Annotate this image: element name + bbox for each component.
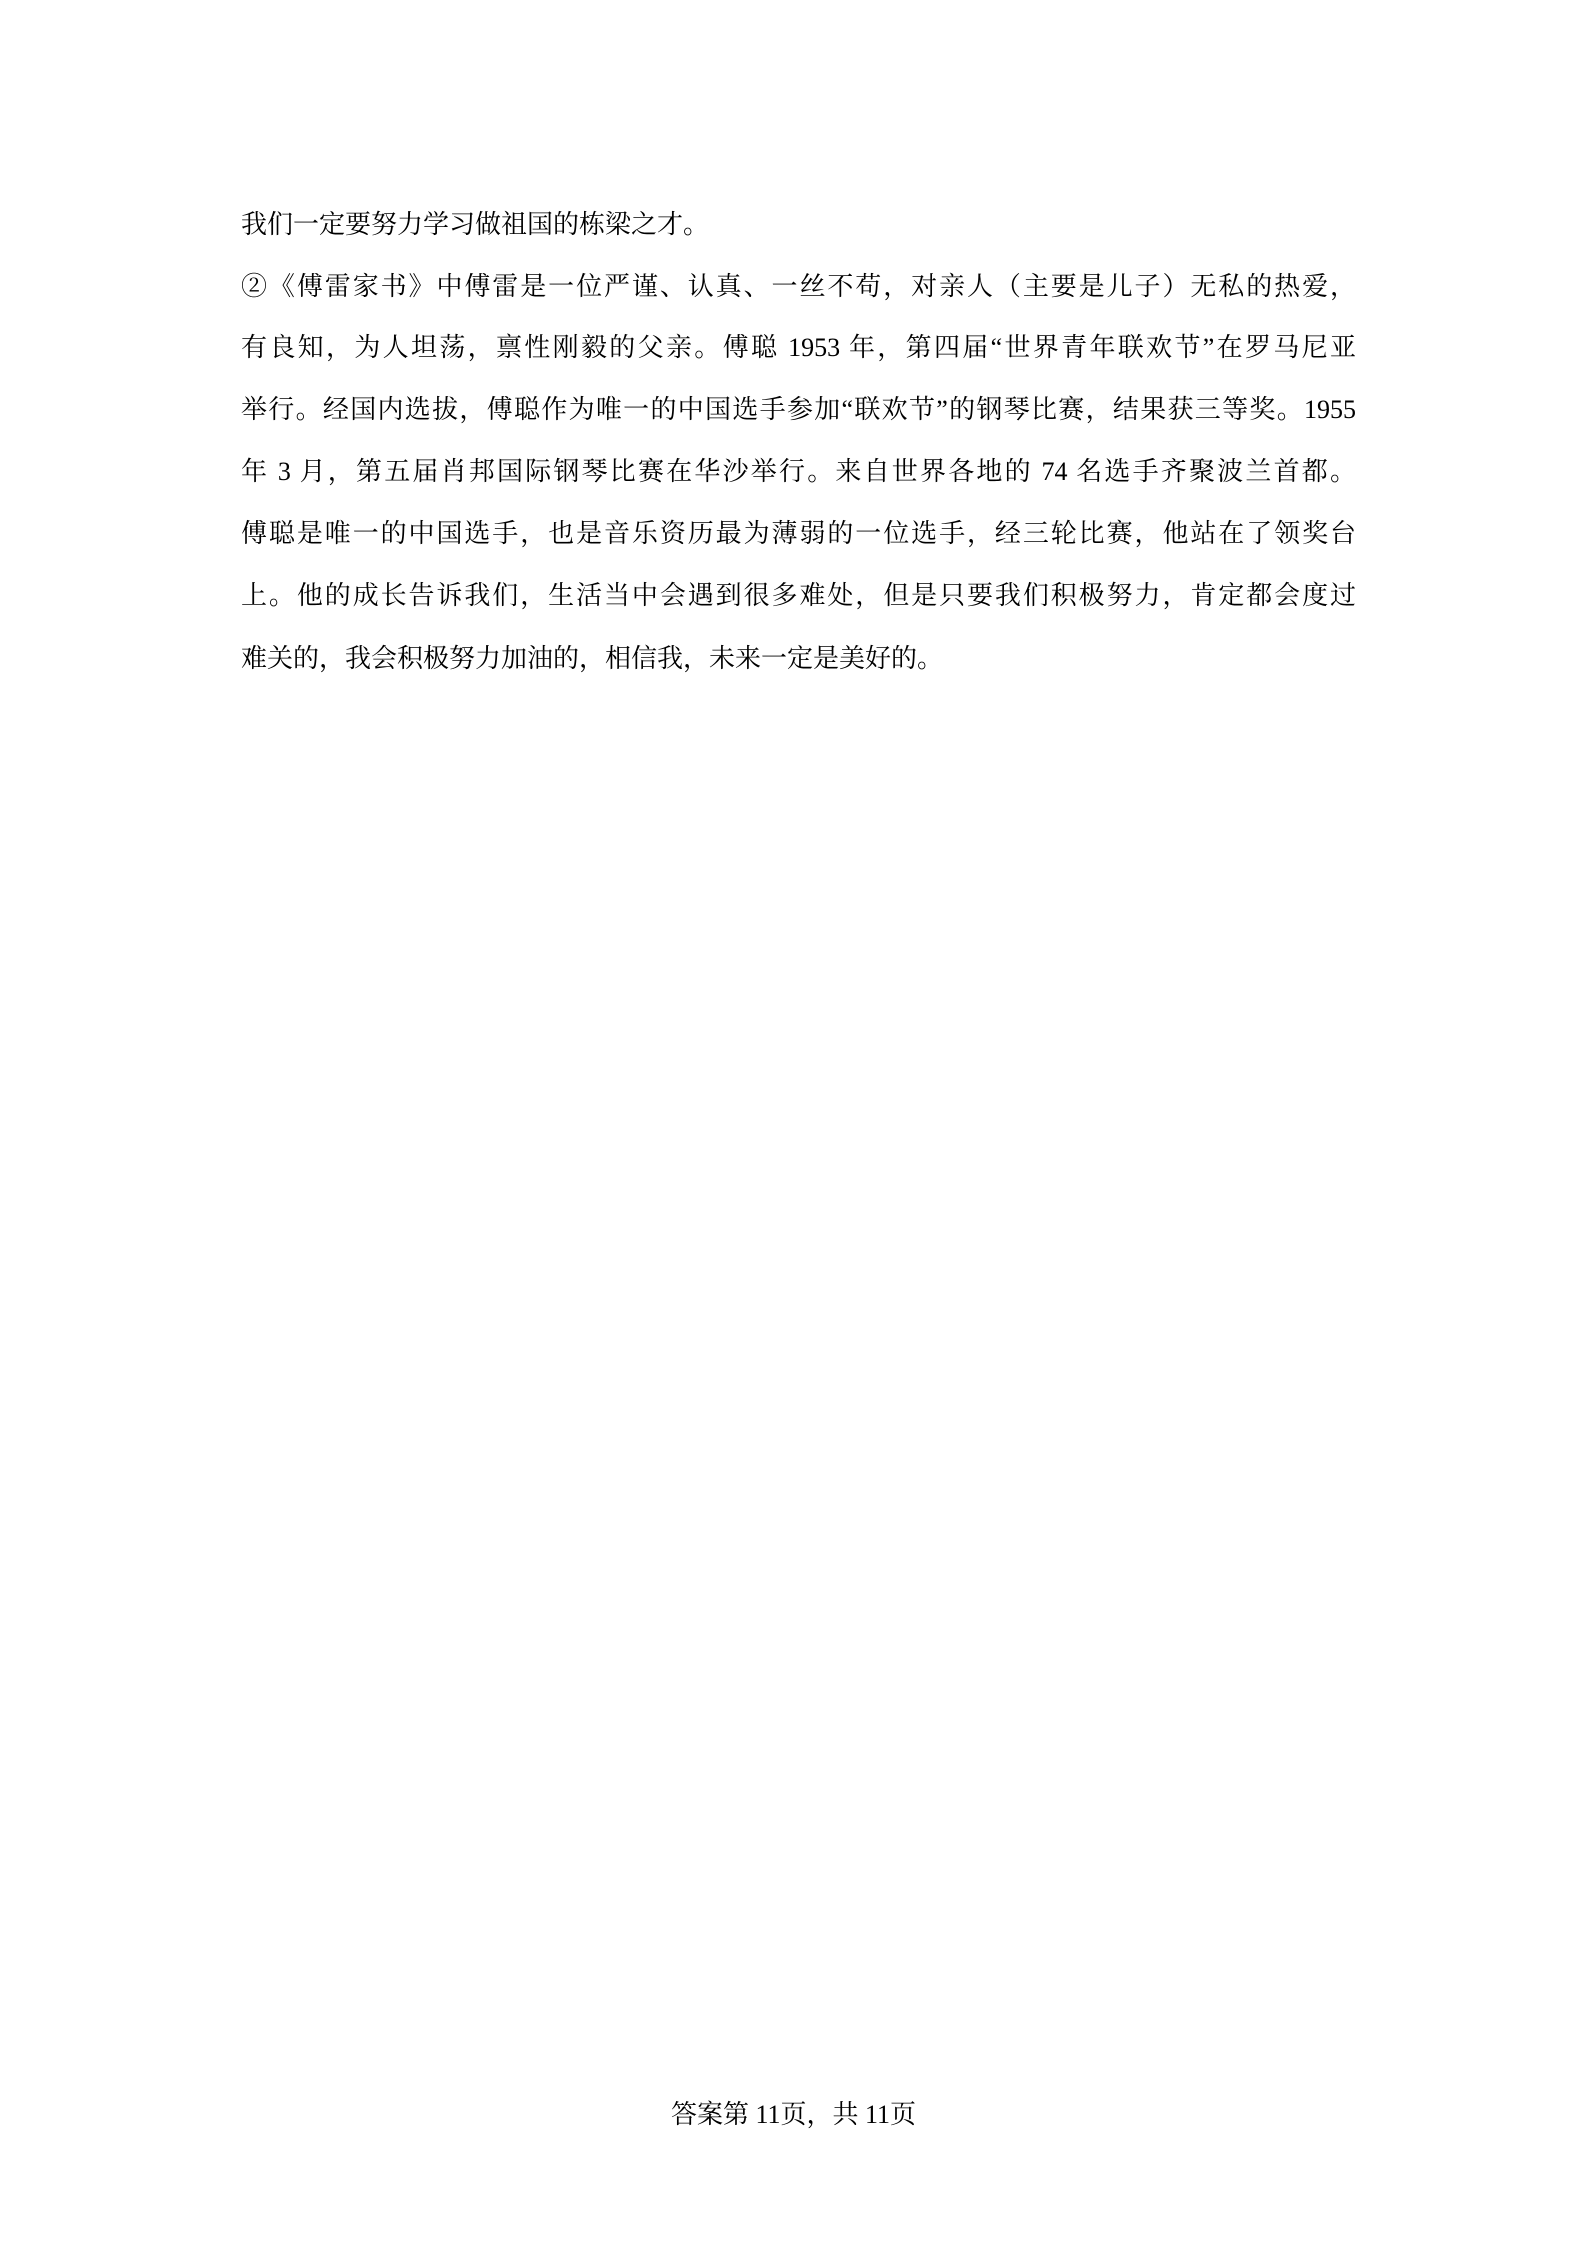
- text-line: 我们一定要努力学习做祖国的栋梁之才。: [241, 210, 710, 239]
- page-footer: 答案第 11页，共 11页: [670, 2100, 917, 2129]
- text-line: 难关的，我会积极努力加油的，相信我，未来一定是美好的。: [241, 644, 944, 673]
- text-line: ②《傅雷家书》中傅雷是一位严谨、认真、一丝不苟，对亲人（主要是儿子）无私的热爱，: [241, 272, 1356, 301]
- text-line: 举行。经国内选拔，傅聪作为唯一的中国选手参加“联欢节”的钢琴比赛，结果获三等奖。1955: [241, 395, 1356, 424]
- text-line: 上。他的成长告诉我们，生活当中会遇到很多难处，但是只要我们积极努力，肯定都会度过: [241, 581, 1356, 610]
- text-line: 年 3 月，第五届肖邦国际钢琴比赛在华沙举行。来自世界各地的 74 名选手齐聚波兰首都。: [241, 457, 1356, 486]
- text-line: 傅聪是唯一的中国选手，也是音乐资历最为薄弱的一位选手，经三轮比赛，他站在了领奖台: [241, 519, 1356, 548]
- text-line: 有良知，为人坦荡，禀性刚毅的父亲。傅聪 1953 年，第四届“世界青年联欢节”在罗马尼亚: [241, 333, 1356, 362]
